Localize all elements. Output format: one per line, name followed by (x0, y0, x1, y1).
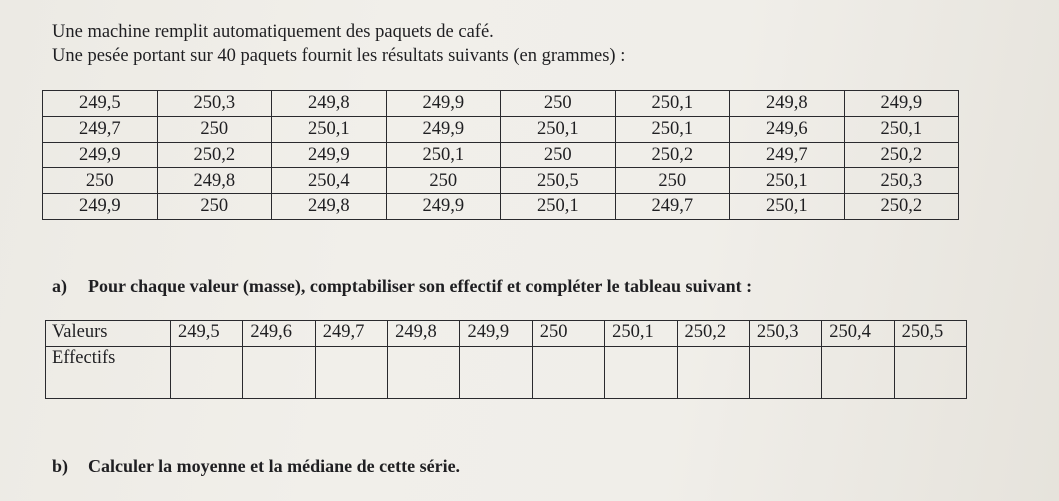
value-cell: 249,6 (243, 321, 315, 347)
effectif-blank-cell[interactable] (171, 347, 243, 399)
measurement-cell: 250,2 (157, 142, 272, 168)
table-row (43, 91, 959, 117)
table-row (43, 168, 959, 194)
measurement-cell: 249,7 (615, 194, 730, 220)
measurement-cell: 250,1 (615, 116, 730, 142)
measurement-cell: 249,9 (386, 91, 501, 117)
measurement-cell: 250,1 (615, 91, 730, 117)
effectif-blank-cell[interactable] (677, 347, 749, 399)
effectif-blank-cell[interactable] (388, 347, 460, 399)
value-cell: 250 (532, 321, 604, 347)
measurement-cell: 249,9 (43, 194, 158, 220)
effectif-blank-cell[interactable] (749, 347, 821, 399)
measurement-cell: 250 (501, 142, 616, 168)
question-a-label: a) (52, 276, 67, 296)
measurement-cell: 249,9 (272, 142, 387, 168)
value-cell: 250,3 (749, 321, 821, 347)
measurement-cell: 250 (157, 194, 272, 220)
measurement-cell: 250,5 (501, 168, 616, 194)
effectif-blank-cell[interactable] (243, 347, 315, 399)
measurement-cell: 249,9 (43, 142, 158, 168)
values-header: Valeurs (46, 321, 171, 347)
measurement-cell: 249,8 (730, 91, 845, 117)
question-b-label: b) (52, 456, 69, 476)
effectifs-row (46, 347, 967, 399)
measurement-cell: 249,7 (43, 116, 158, 142)
effectifs-header: Effectifs (46, 347, 171, 399)
measurement-cell: 249,5 (43, 91, 158, 117)
measurement-cell: 250 (43, 168, 158, 194)
table-row (43, 116, 959, 142)
measurements-table (42, 90, 959, 220)
value-cell: 250,5 (894, 321, 966, 347)
measurement-cell: 249,6 (730, 116, 845, 142)
measurement-cell: 250 (615, 168, 730, 194)
frequency-table (45, 320, 967, 399)
intro-line-1: Une machine remplit automatiquement des paquets de café. (52, 22, 494, 42)
values-row (46, 321, 967, 347)
measurement-cell: 250,4 (272, 168, 387, 194)
question-a (52, 276, 752, 297)
question-b-text: Calculer la moyenne et la médiane de cette série. (88, 456, 461, 476)
measurement-cell: 250,3 (157, 91, 272, 117)
value-cell: 249,7 (315, 321, 387, 347)
measurement-cell: 250 (386, 168, 501, 194)
effectif-blank-cell[interactable] (894, 347, 966, 399)
effectif-blank-cell[interactable] (532, 347, 604, 399)
question-a-text: Pour chaque valeur (masse), comptabiliser son effectif et compléter le tableau suivant : (88, 276, 753, 296)
value-cell: 249,8 (388, 321, 460, 347)
measurement-cell: 249,9 (844, 91, 959, 117)
table-row (43, 194, 959, 220)
effectif-blank-cell[interactable] (460, 347, 532, 399)
measurement-cell: 250,1 (730, 194, 845, 220)
effectif-blank-cell[interactable] (315, 347, 387, 399)
value-cell: 249,5 (171, 321, 243, 347)
measurement-cell: 250 (501, 91, 616, 117)
measurement-cell: 249,8 (157, 168, 272, 194)
measurement-cell: 250 (157, 116, 272, 142)
value-cell: 250,4 (822, 321, 894, 347)
measurement-cell: 250,3 (844, 168, 959, 194)
value-cell: 250,2 (677, 321, 749, 347)
measurement-cell: 249,9 (386, 116, 501, 142)
measurement-cell: 250,2 (615, 142, 730, 168)
question-b (52, 456, 460, 477)
measurement-cell: 250,1 (501, 116, 616, 142)
value-cell: 250,1 (605, 321, 677, 347)
intro-line-2: Une pesée portant sur 40 paquets fournit les résultats suivants (en grammes) : (52, 46, 626, 66)
measurement-cell: 249,8 (272, 194, 387, 220)
measurement-cell: 250,1 (844, 116, 959, 142)
measurement-cell: 250,2 (844, 194, 959, 220)
measurement-cell: 250,1 (501, 194, 616, 220)
value-cell: 249,9 (460, 321, 532, 347)
measurement-cell: 250,1 (272, 116, 387, 142)
table-row (43, 142, 959, 168)
measurement-cell: 249,7 (730, 142, 845, 168)
measurement-cell: 250,2 (844, 142, 959, 168)
effectif-blank-cell[interactable] (822, 347, 894, 399)
measurement-cell: 250,1 (386, 142, 501, 168)
measurement-cell: 250,1 (730, 168, 845, 194)
measurement-cell: 249,9 (386, 194, 501, 220)
measurement-cell: 249,8 (272, 91, 387, 117)
effectif-blank-cell[interactable] (605, 347, 677, 399)
